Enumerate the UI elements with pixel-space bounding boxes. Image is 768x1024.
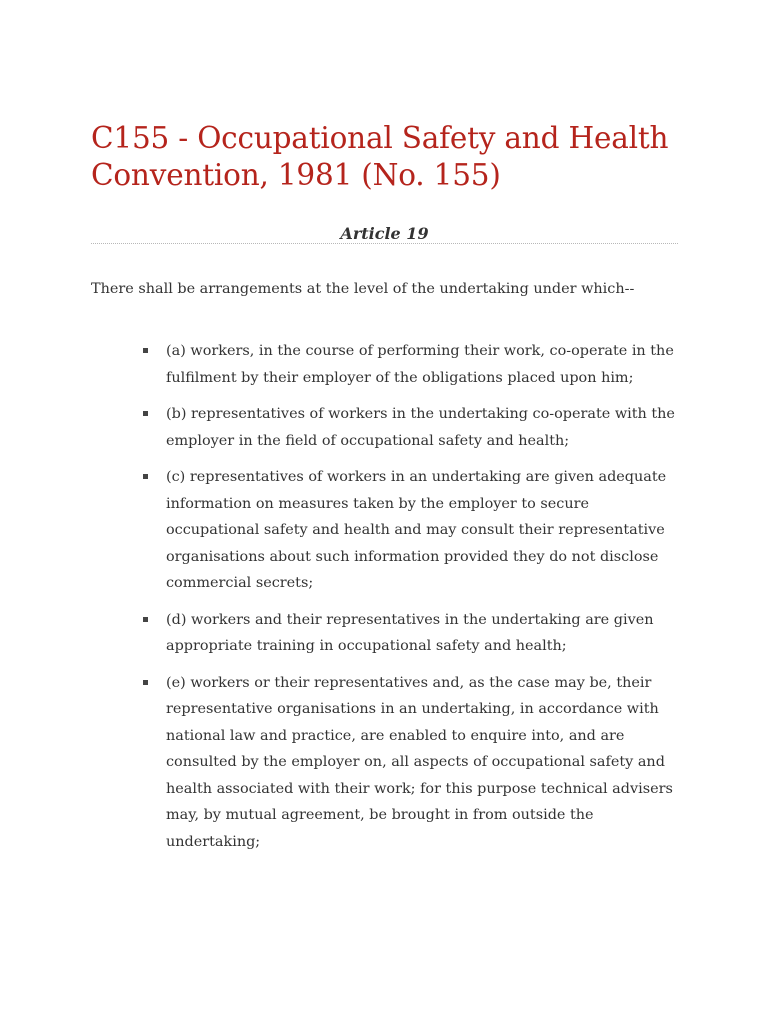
list-item-a [166,338,678,391]
square-bullet-icon [143,474,148,479]
list-item-d [166,607,678,660]
dotted-divider [91,243,678,244]
clause-list [166,338,678,865]
clause-text-c: (c) representatives of workers in an undertaking are given adequate information on measures taken by the employer to secure occupational safety and health and may consult their representative organisations about such information provided they do not disclose commercial secrets; [166,469,667,591]
list-item-e [166,670,678,856]
list-item-b [166,401,678,454]
clause-text-e: (e) workers or their representatives and, as the case may be, their representative organisations in an undertaking, in accordance with national law and practice, are enabled to enquire into, and are consulted by the employer on, all aspects of occupational safety and health associated with their work; for this purpose technical advisers may, by mutual agreement, be brought in from outside the undertaking; [166,674,673,850]
document-title: C155 - Occupational Safety and Health Convention, 1981 (No. 155) [91,121,669,192]
square-bullet-icon [143,680,148,685]
clause-text-a: (a) workers, in the course of performing their work, co-operate in the fulfilment by their employer of the obligations placed upon him; [166,343,674,386]
square-bullet-icon [143,411,148,416]
square-bullet-icon [143,348,148,353]
list-item-c [166,464,678,597]
clause-text-d: (d) workers and their representatives in the undertaking are given appropriate training in occupational safety and health; [166,611,654,654]
square-bullet-icon [143,617,148,622]
intro-paragraph: There shall be arrangements at the level of the undertaking under which-- [91,281,635,297]
article-heading: Article 19 [340,224,429,243]
clause-text-b: (b) representatives of workers in the undertaking co-operate with the employer in the field of occupational safety and health; [166,406,675,449]
